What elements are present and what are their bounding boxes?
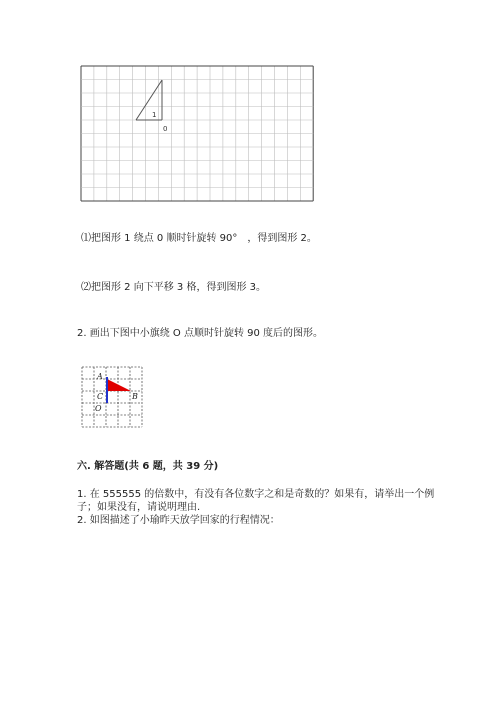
question1-part2: ⑵把图形 2 向下平移 3 格，得到图形 3。: [81, 282, 266, 293]
section6-q2-line: 2. 如图描述了小瑜昨天放学回家的行程情况：: [77, 515, 280, 526]
figure1-label: 1: [152, 111, 157, 119]
point-0-label: 0: [163, 125, 168, 133]
question1-part1: ⑴把图形 1 绕点 0 顺时针旋转 90° ，得到图形 2。: [81, 233, 317, 244]
point-b-label: B: [132, 392, 138, 401]
point-c-label: C: [97, 392, 104, 401]
section6-heading: 六. 解答题(共 6 题，共 39 分): [77, 461, 219, 472]
section6-q1-line2: 子；如果没有，请说明理由.: [77, 502, 201, 513]
flag-triangle: [107, 379, 131, 391]
section6-q1-line1: 1. 在 555555 的倍数中，有没有各位数字之和是奇数的？如果有，请举出一个例: [77, 489, 435, 500]
question2-instruction: 2. 画出下图中小旗绕 O 点顺时针旋转 90 度后的图形。: [77, 328, 324, 339]
point-a-label: A: [97, 372, 103, 381]
point-o-label: O: [95, 404, 102, 413]
